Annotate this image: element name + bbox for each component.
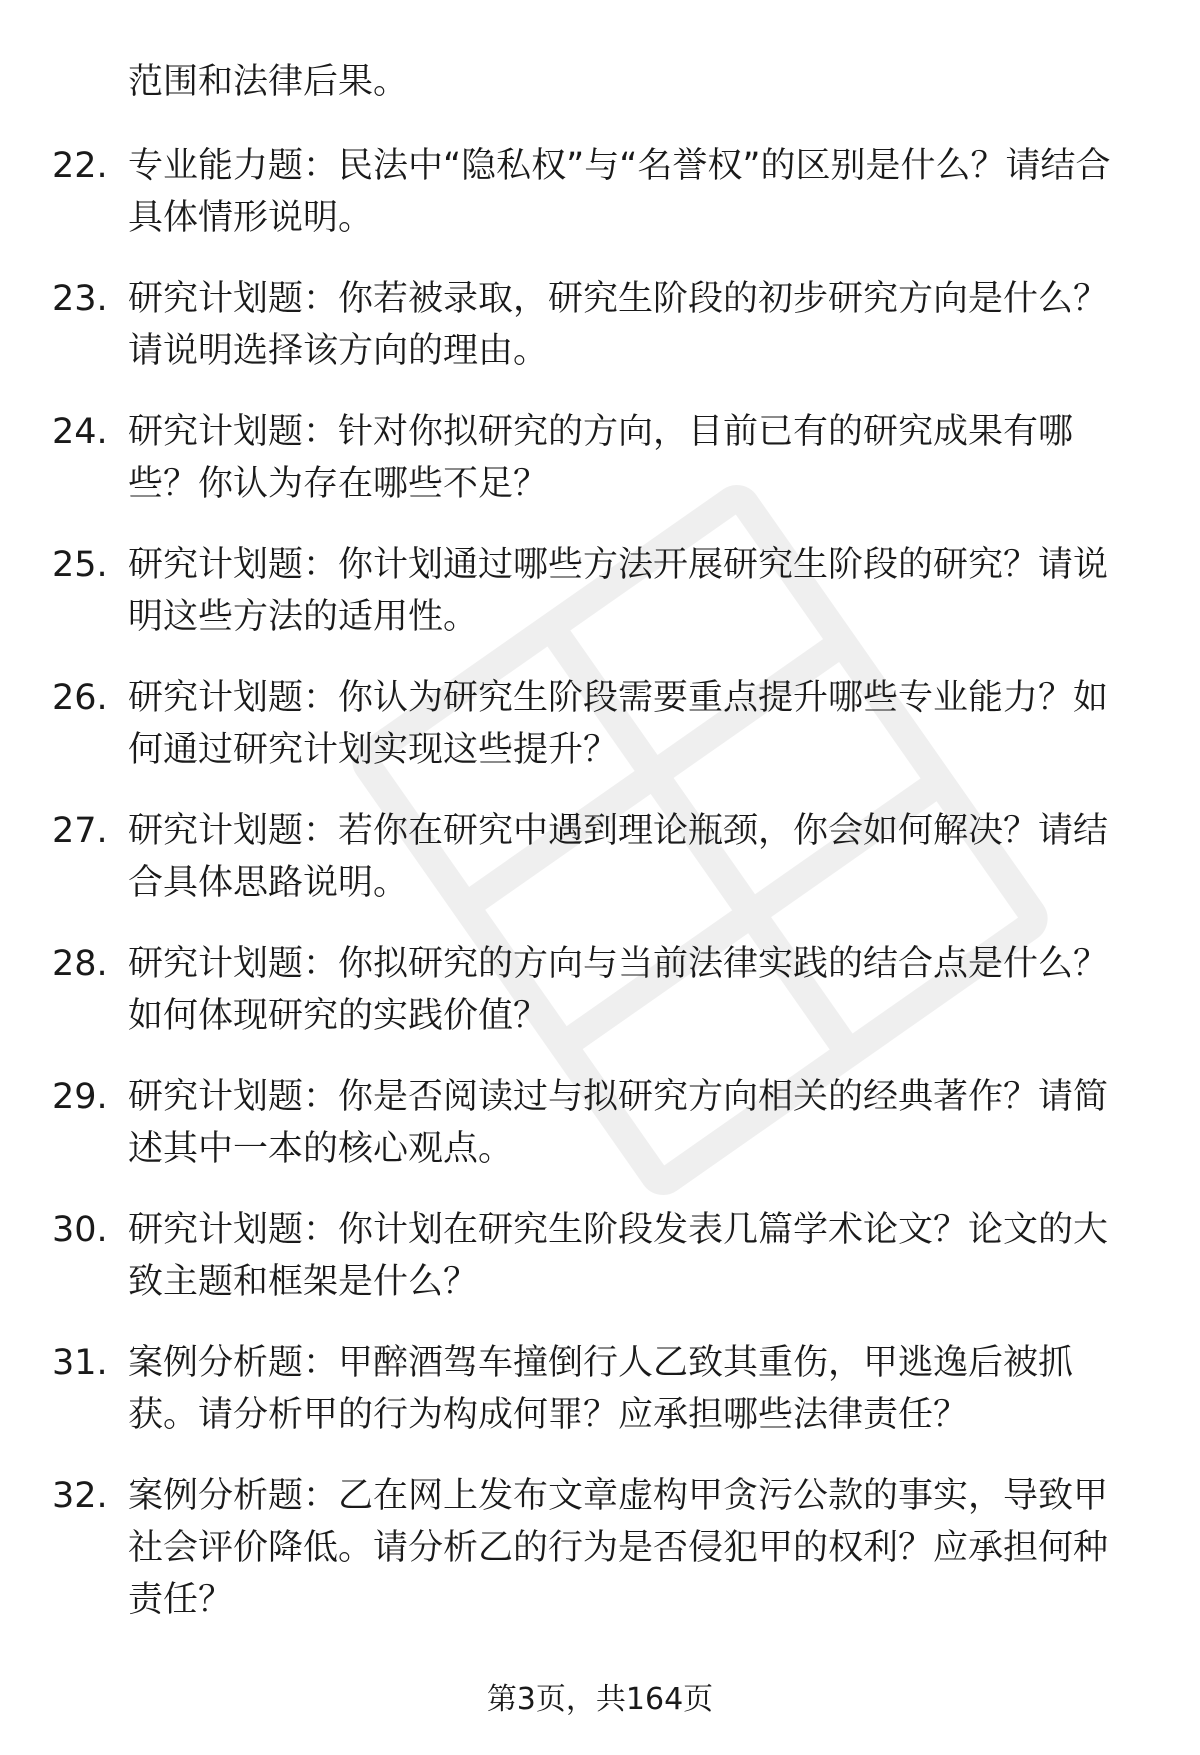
question-number: 31.	[52, 1343, 108, 1383]
question-item-22	[0, 140, 1200, 273]
question-text: 研究计划题：你计划在研究生阶段发表几篇学术论文？论文的大致主题和框架是什么？	[128, 1210, 1109, 1302]
question-item-27	[0, 805, 1200, 938]
question-item-26	[0, 672, 1200, 805]
question-text: 研究计划题：你计划通过哪些方法开展研究生阶段的研究？请说明这些方法的适用性。	[128, 545, 1109, 637]
question-text: 研究计划题：你若被录取，研究生阶段的初步研究方向是什么？请说明选择该方向的理由。	[128, 279, 1109, 371]
question-number: 30.	[52, 1210, 108, 1250]
question-number: 22.	[52, 146, 108, 186]
question-number: 29.	[52, 1077, 108, 1117]
question-list	[0, 140, 1200, 1655]
question-text: 专业能力题：民法中“隐私权”与“名誉权”的区别是什么？请结合具体情形说明。	[128, 146, 1111, 238]
question-number: 25.	[52, 545, 108, 585]
question-text: 案例分析题：乙在网上发布文章虚构甲贪污公款的事实，导致甲社会评价降低。请分析乙的行为是否侵犯甲的权利？应承担何种责任？	[128, 1476, 1109, 1620]
question-text: 研究计划题：针对你拟研究的方向，目前已有的研究成果有哪些？你认为存在哪些不足？	[128, 412, 1074, 504]
question-text: 研究计划题：你认为研究生阶段需要重点提升哪些专业能力？如何通过研究计划实现这些提升？	[128, 678, 1109, 770]
question-text: 研究计划题：若你在研究中遇到理论瓶颈，你会如何解决？请结合具体思路说明。	[128, 811, 1109, 903]
question-number: 27.	[52, 811, 108, 851]
question-item-28	[0, 938, 1200, 1071]
question-text: 研究计划题：你是否阅读过与拟研究方向相关的经典著作？请简述其中一本的核心观点。	[128, 1077, 1109, 1169]
question-text: 研究计划题：你拟研究的方向与当前法律实践的结合点是什么？如何体现研究的实践价值？	[128, 944, 1109, 1036]
question-number: 23.	[52, 279, 108, 319]
question-item-32	[0, 1470, 1200, 1655]
page-footer: 第3页，共164页	[486, 1682, 714, 1717]
question-number: 26.	[52, 678, 108, 718]
question-number: 28.	[52, 944, 108, 984]
question-number: 32.	[52, 1476, 108, 1516]
continuation-text: 范围和法律后果。	[128, 62, 409, 102]
question-text: 案例分析题：甲醉酒驾车撞倒行人乙致其重伤，甲逃逸后被抓获。请分析甲的行为构成何罪？应承担哪些法律责任？	[128, 1343, 1074, 1435]
question-item-25	[0, 539, 1200, 672]
question-item-24	[0, 406, 1200, 539]
question-item-31	[0, 1337, 1200, 1470]
question-item-30	[0, 1204, 1200, 1337]
question-item-29	[0, 1071, 1200, 1204]
question-item-23	[0, 273, 1200, 406]
question-number: 24.	[52, 412, 108, 452]
